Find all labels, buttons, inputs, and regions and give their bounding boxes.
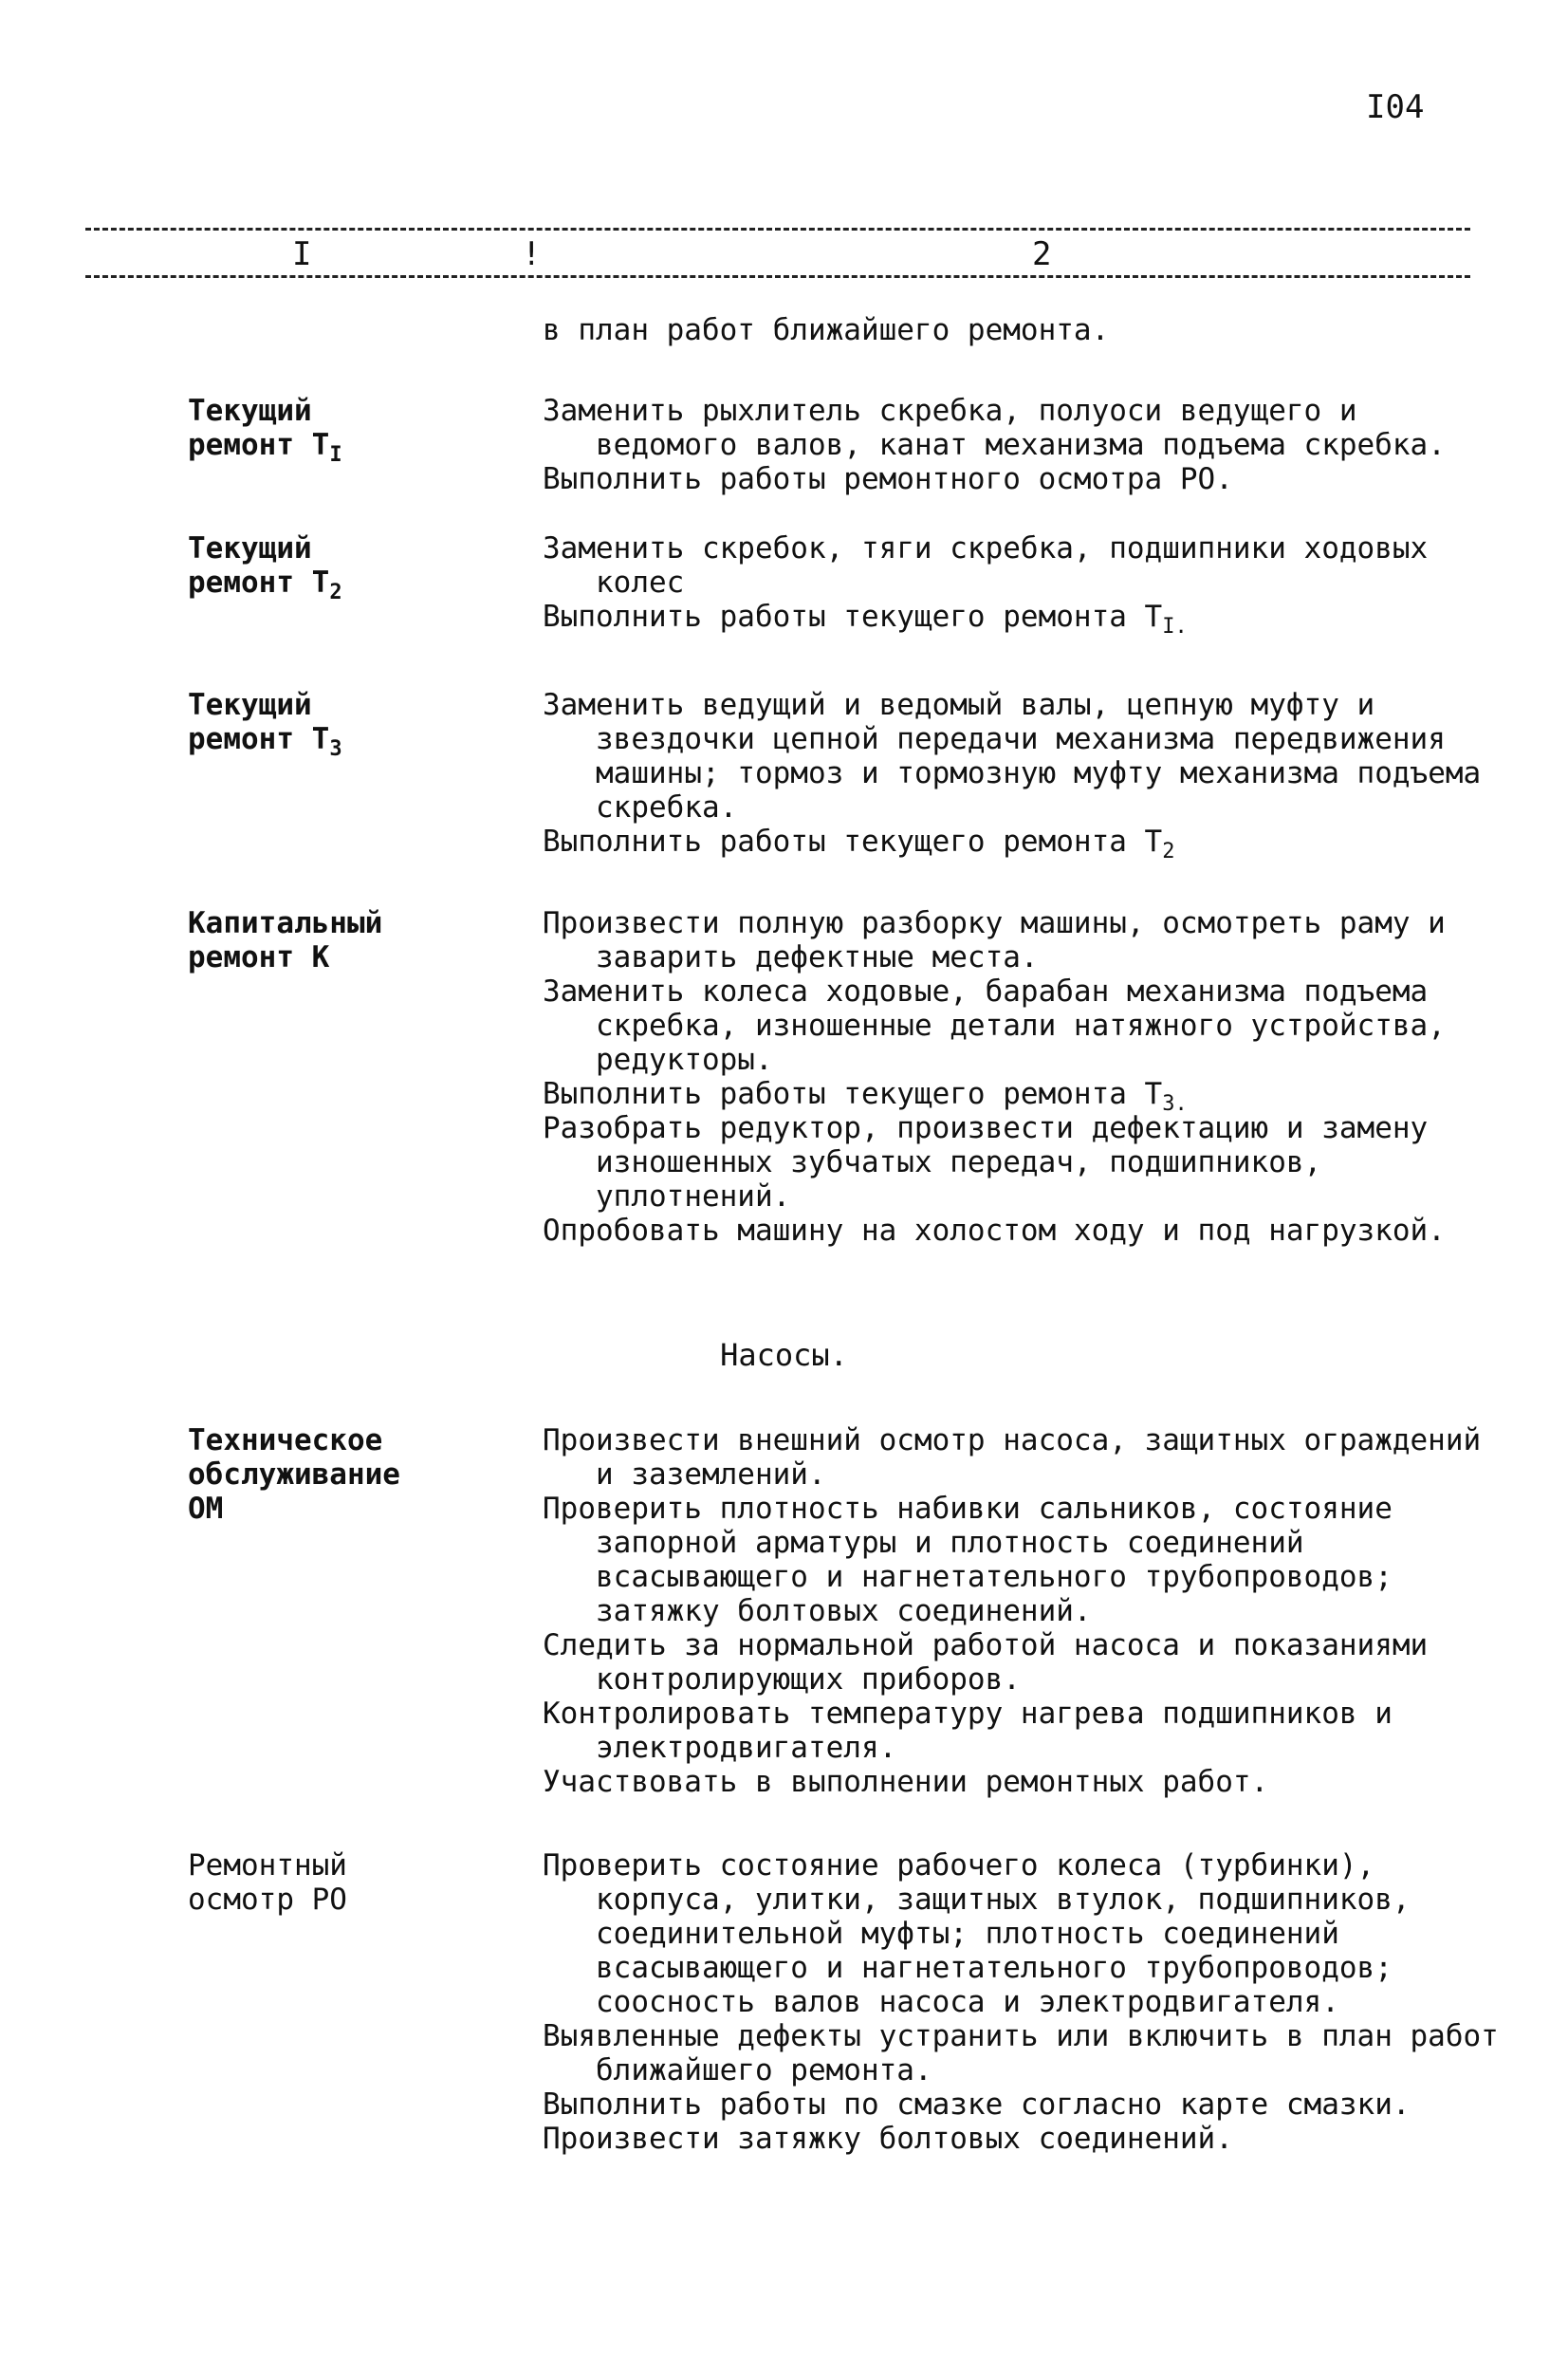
work-item: Заменить скребок, тяги скребка, подшипники ходовых колес: [543, 531, 1429, 600]
page-number: I04: [1366, 88, 1425, 126]
work-item: Заменить ведущий и ведомый валы, цепную муфту и звездочки цепной передачи механизма передвижения машины; тормоз и тормозную муфту механизма подъема скребка.: [543, 688, 1482, 825]
work-item: Заменить колеса ходовые, барабан механизма подъема скребка, изношенные детали натяжного устройства, редукторы.: [543, 974, 1446, 1077]
work-item: Проверить плотность набивки сальников, состояние запорной арматуры и плотность соединений всасывающего и нагнетательного трубопроводов; затяжку болтовых соединений.: [543, 1492, 1393, 1628]
section-heading: Насосы.: [720, 1337, 848, 1373]
row-label: Ремонтный осмотр РО: [188, 1848, 347, 1917]
column-separator: !: [522, 235, 542, 273]
row-label: Текущий ремонт $T_3$: [188, 688, 342, 762]
column-1-header: I: [292, 235, 312, 273]
intro-line: в план работ ближайшего ремонта.: [543, 313, 1110, 347]
work-item: Произвести затяжку болтовых соединений.: [543, 2122, 1233, 2156]
row-label: Текущий ремонт $T_2$: [188, 531, 342, 605]
work-item: Произвести полную разборку машины, осмотреть раму и заварить дефектные места.: [543, 906, 1446, 974]
row-label: Капитальный ремонт К: [188, 906, 383, 974]
header-rule-bottom: [85, 275, 1470, 278]
work-item: Выполнить работы текущего ремонта $T_{I.}$: [543, 600, 1188, 640]
work-item: Участвовать в выполнении ремонтных работ.: [543, 1765, 1269, 1799]
work-item: Проверить состояние рабочего колеса (турбинки), корпуса, улитки, защитных втулок, подшипников, соединительной муфты; плотность соединений всасывающего и нагнетательного трубопроводов; соосность валов насоса и электродвигателя.: [543, 1848, 1411, 2019]
work-item: Выполнить работы ремонтного осмотра РО.: [543, 462, 1233, 496]
work-item: Выполнить работы текущего ремонта $T_2$: [543, 825, 1175, 864]
header-rule-top: [85, 228, 1470, 231]
work-item: Опробовать машину на холостом ходу и под нагрузкой.: [543, 1214, 1446, 1248]
column-2-header: 2: [1032, 235, 1052, 273]
work-item: Выполнить работы по смазке согласно карте смазки.: [543, 2087, 1411, 2122]
work-item: Выполнить работы текущего ремонта $T_{3.}$: [543, 1077, 1188, 1117]
work-item: Контролировать температуру нагрева подшипников и электродвигателя.: [543, 1697, 1393, 1765]
work-item: Выявленные дефекты устранить или включить в план работ ближайшего ремонта.: [543, 2019, 1499, 2087]
work-item: Разобрать редуктор, произвести дефектацию и замену изношенных зубчатых передач, подшипников, уплотнений.: [543, 1111, 1429, 1214]
work-item: Заменить рыхлитель скребка, полуоси ведущего и ведомого валов, канат механизма подъема скребка.: [543, 394, 1446, 462]
work-item: Следить за нормальной работой насоса и показаниями контролирующих приборов.: [543, 1628, 1429, 1697]
row-label: Техническое обслуживание ОМ: [188, 1423, 400, 1526]
work-item: Произвести внешний осмотр насоса, защитных ограждений и заземлений.: [543, 1423, 1482, 1492]
row-label: Текущий ремонт $T_I$: [188, 394, 342, 468]
